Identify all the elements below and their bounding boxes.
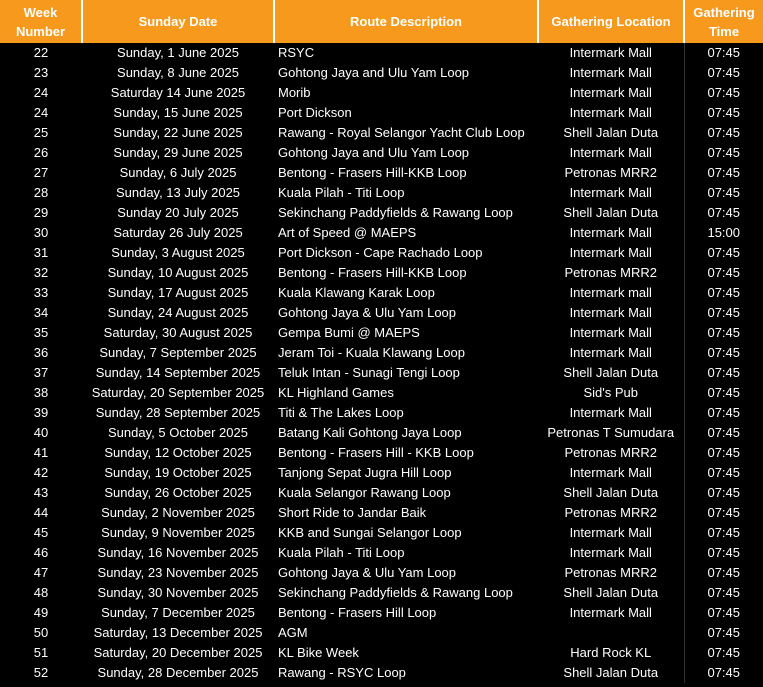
location-cell: Intermark Mall — [569, 405, 652, 420]
time-cell: 07:45 — [684, 603, 763, 623]
table-row — [0, 503, 763, 523]
table-row — [0, 483, 763, 503]
table-row — [0, 323, 763, 343]
location-cell: Intermark Mall — [569, 45, 652, 60]
week-number-cell: 35 — [33, 325, 49, 340]
route-cell: Bentong - Frasers Hill - KKB Loop — [278, 445, 474, 460]
date-cell: Sunday, 16 November 2025 — [97, 545, 259, 560]
week-number-cell: 48 — [33, 585, 49, 600]
table-row — [0, 183, 763, 203]
date-cell: Saturday 14 June 2025 — [110, 85, 246, 100]
location-cell: Petronas MRR2 — [564, 565, 657, 580]
week-number-cell: 28 — [33, 185, 49, 200]
date-cell: Sunday, 10 August 2025 — [107, 265, 249, 280]
week-number-cell: 42 — [33, 465, 49, 480]
table-row — [0, 63, 763, 83]
time-cell: 07:45 — [684, 323, 763, 343]
route-cell: RSYC — [278, 45, 315, 60]
location-cell: Intermark Mall — [569, 605, 652, 620]
time-cell: 07:45 — [684, 443, 763, 463]
table-row — [0, 563, 763, 583]
location-cell: Intermark Mall — [569, 345, 652, 360]
week-number-cell: 29 — [33, 205, 49, 220]
week-number-cell: 50 — [33, 625, 49, 640]
table-row — [0, 283, 763, 303]
date-cell: Sunday, 2 November 2025 — [101, 505, 255, 520]
date-cell: Sunday, 26 October 2025 — [104, 485, 252, 500]
location-cell: Petronas MRR2 — [564, 265, 657, 280]
table-row — [0, 83, 763, 103]
route-cell: Gohtong Jaya and Ulu Yam Loop — [278, 145, 470, 160]
date-cell: Sunday, 5 October 2025 — [108, 425, 248, 440]
table-row — [0, 123, 763, 143]
table-header — [0, 0, 763, 43]
week-number-cell: 33 — [33, 285, 49, 300]
date-cell: Sunday, 1 June 2025 — [117, 45, 239, 60]
route-cell: Kuala Pilah - Titi Loop — [278, 185, 405, 200]
location-cell: Petronas MRR2 — [564, 505, 657, 520]
week-number-cell: 37 — [33, 365, 49, 380]
location-cell: Intermark Mall — [569, 245, 652, 260]
table-body — [0, 43, 763, 683]
date-cell: Sunday, 22 June 2025 — [113, 125, 243, 140]
week-number-cell: 41 — [33, 445, 49, 460]
table-row — [0, 623, 763, 643]
table-row — [0, 143, 763, 163]
time-cell: 07:45 — [684, 183, 763, 203]
route-cell: Morib — [278, 85, 311, 100]
location-cell: Petronas MRR2 — [564, 445, 657, 460]
route-cell: KKB and Sungai Selangor Loop — [278, 525, 462, 540]
route-cell: Sekinchang Paddyfields & Rawang Loop — [278, 205, 513, 220]
date-cell: Sunday, 28 September 2025 — [95, 405, 261, 420]
route-cell: Kuala Pilah - Titi Loop — [278, 545, 405, 560]
date-cell: Sunday, 24 August 2025 — [107, 305, 249, 320]
date-cell: Sunday, 7 December 2025 — [101, 605, 255, 620]
week-number-cell: 44 — [33, 505, 49, 520]
location-cell: Intermark Mall — [569, 525, 652, 540]
location-cell: Sid's Pub — [583, 385, 638, 400]
location-cell: Intermark Mall — [569, 105, 652, 120]
location-cell: Shell Jalan Duta — [563, 125, 659, 140]
date-cell: Sunday, 3 August 2025 — [111, 245, 245, 260]
location-cell: Intermark Mall — [569, 225, 652, 240]
route-cell: Bentong - Frasers Hill-KKB Loop — [278, 165, 467, 180]
week-number-cell: 45 — [33, 525, 49, 540]
time-cell: 07:45 — [684, 103, 763, 123]
week-number-cell: 32 — [33, 265, 49, 280]
week-number-cell: 26 — [33, 145, 49, 160]
route-cell: Bentong - Frasers Hill-KKB Loop — [278, 265, 467, 280]
date-cell: Sunday, 23 November 2025 — [97, 565, 259, 580]
location-cell: Intermark mall — [569, 285, 652, 300]
time-cell: 07:45 — [684, 503, 763, 523]
route-cell: Short Ride to Jandar Baik — [278, 505, 427, 520]
time-cell: 07:45 — [684, 523, 763, 543]
time-cell: 07:45 — [684, 483, 763, 503]
table-row — [0, 103, 763, 123]
time-cell: 07:45 — [684, 423, 763, 443]
time-cell: 07:45 — [684, 143, 763, 163]
table-row — [0, 263, 763, 283]
route-cell: Tanjong Sepat Jugra Hill Loop — [278, 465, 452, 480]
location-cell — [538, 623, 684, 643]
time-cell: 07:45 — [684, 403, 763, 423]
week-number-cell: 49 — [33, 605, 49, 620]
header-week-number: Week Number — [0, 0, 82, 43]
time-cell: 07:45 — [684, 663, 763, 683]
header-sunday-date: Sunday Date — [82, 0, 274, 43]
table-row — [0, 403, 763, 423]
week-number-cell: 22 — [33, 45, 49, 60]
date-cell: Sunday, 12 October 2025 — [104, 445, 252, 460]
route-cell: Rawang - RSYC Loop — [278, 665, 406, 680]
route-cell: Jeram Toi - Kuala Klawang Loop — [278, 345, 465, 360]
location-cell: Petronas MRR2 — [564, 165, 657, 180]
header-route-description: Route Description — [274, 0, 538, 43]
route-cell: Rawang - Royal Selangor Yacht Club Loop — [278, 125, 525, 140]
location-cell: Shell Jalan Duta — [563, 585, 659, 600]
week-number-cell: 38 — [33, 385, 49, 400]
week-number-cell: 40 — [33, 425, 49, 440]
table-row — [0, 423, 763, 443]
location-cell: Shell Jalan Duta — [563, 485, 659, 500]
date-cell: Saturday, 20 December 2025 — [93, 645, 263, 660]
week-number-cell: 27 — [33, 165, 49, 180]
table-row — [0, 43, 763, 63]
time-cell: 07:45 — [684, 263, 763, 283]
location-cell: Shell Jalan Duta — [563, 365, 659, 380]
header-row — [0, 0, 763, 43]
route-cell: KL Bike Week — [278, 645, 359, 660]
time-cell: 07:45 — [684, 163, 763, 183]
table-row — [0, 443, 763, 463]
week-number-cell: 51 — [33, 645, 49, 660]
date-cell: Sunday, 15 June 2025 — [113, 105, 243, 120]
time-cell: 07:45 — [684, 463, 763, 483]
route-cell: Sekinchang Paddyfields & Rawang Loop — [278, 585, 513, 600]
location-cell: Intermark Mall — [569, 185, 652, 200]
date-cell: Sunday, 6 July 2025 — [119, 165, 237, 180]
date-cell: Sunday, 28 December 2025 — [97, 665, 259, 680]
route-cell: Kuala Klawang Karak Loop — [278, 285, 435, 300]
date-cell: Sunday 20 July 2025 — [117, 205, 239, 220]
route-cell: Gohtong Jaya & Ulu Yam Loop — [278, 565, 457, 580]
location-cell: Hard Rock KL — [570, 645, 652, 660]
week-number-cell: 43 — [33, 485, 49, 500]
table-row — [0, 383, 763, 403]
location-cell: Intermark Mall — [569, 325, 652, 340]
route-cell: Teluk Intan - Sunagi Tengi Loop — [278, 365, 460, 380]
date-cell: Sunday, 13 July 2025 — [115, 185, 241, 200]
date-cell: Saturday, 20 September 2025 — [91, 385, 265, 400]
route-cell: Gohtong Jaya & Ulu Yam Loop — [278, 305, 457, 320]
date-cell: Sunday, 19 October 2025 — [104, 465, 252, 480]
location-cell: Intermark Mall — [569, 465, 652, 480]
route-cell: KL Highland Games — [278, 385, 394, 400]
week-number-cell: 24 — [33, 105, 49, 120]
location-cell: Intermark Mall — [569, 305, 652, 320]
route-cell: Batang Kali Gohtong Jaya Loop — [278, 425, 462, 440]
week-number-cell: 25 — [33, 125, 49, 140]
table-row — [0, 223, 763, 243]
location-cell: Shell Jalan Duta — [563, 665, 659, 680]
table-row — [0, 523, 763, 543]
date-cell: Saturday 26 July 2025 — [113, 225, 243, 240]
location-cell: Petronas T Sumudara — [547, 425, 675, 440]
time-cell: 07:45 — [684, 203, 763, 223]
table-row — [0, 163, 763, 183]
route-cell: Port Dickson — [278, 105, 352, 120]
table-row — [0, 363, 763, 383]
table-row — [0, 543, 763, 563]
location-cell: Intermark Mall — [569, 85, 652, 100]
time-cell: 07:45 — [684, 583, 763, 603]
table-row — [0, 603, 763, 623]
week-number-cell: 36 — [33, 345, 49, 360]
week-number-cell: 47 — [33, 565, 49, 580]
date-cell: Saturday, 13 December 2025 — [93, 625, 263, 640]
route-cell: Port Dickson - Cape Rachado Loop — [278, 245, 483, 260]
time-cell: 07:45 — [684, 643, 763, 663]
table-row — [0, 343, 763, 363]
week-number-cell: 46 — [33, 545, 49, 560]
route-cell: Kuala Selangor Rawang Loop — [278, 485, 451, 500]
week-number-cell: 30 — [33, 225, 49, 240]
route-cell: Art of Speed @ MAEPS — [278, 225, 417, 240]
week-number-cell: 23 — [33, 65, 49, 80]
week-number-cell: 39 — [33, 405, 49, 420]
time-cell: 07:45 — [684, 623, 763, 643]
time-cell: 07:45 — [684, 543, 763, 563]
date-cell: Sunday, 29 June 2025 — [113, 145, 243, 160]
date-cell: Sunday, 9 November 2025 — [101, 525, 255, 540]
time-cell: 07:45 — [684, 63, 763, 83]
week-number-cell: 31 — [33, 245, 49, 260]
location-cell: Shell Jalan Duta — [563, 205, 659, 220]
table-row — [0, 663, 763, 683]
table-row — [0, 303, 763, 323]
route-cell: Gohtong Jaya and Ulu Yam Loop — [278, 65, 470, 80]
time-cell: 07:45 — [684, 283, 763, 303]
location-cell: Intermark Mall — [569, 145, 652, 160]
time-cell: 07:45 — [684, 83, 763, 103]
location-cell: Intermark Mall — [569, 545, 652, 560]
date-cell: Sunday, 17 August 2025 — [107, 285, 249, 300]
week-number-cell: 24 — [33, 85, 49, 100]
table-row — [0, 643, 763, 663]
date-cell: Sunday, 8 June 2025 — [117, 65, 239, 80]
route-cell: AGM — [278, 625, 308, 640]
table-row — [0, 203, 763, 223]
time-cell: 07:45 — [684, 563, 763, 583]
header-gathering-time: Gathering Time — [684, 0, 763, 43]
time-cell: 07:45 — [684, 383, 763, 403]
route-cell: Bentong - Frasers Hill Loop — [278, 605, 437, 620]
location-cell: Intermark Mall — [569, 65, 652, 80]
week-number-cell: 34 — [33, 305, 49, 320]
header-gathering-location: Gathering Location — [538, 0, 684, 43]
table-row — [0, 463, 763, 483]
time-cell: 07:45 — [684, 123, 763, 143]
route-cell: Titi & The Lakes Loop — [278, 405, 404, 420]
date-cell: Sunday, 7 September 2025 — [99, 345, 257, 360]
time-cell: 07:45 — [684, 303, 763, 323]
date-cell: Saturday, 30 August 2025 — [103, 325, 253, 340]
time-cell: 07:45 — [684, 243, 763, 263]
time-cell: 15:00 — [684, 223, 763, 243]
table-row — [0, 583, 763, 603]
date-cell: Sunday, 14 September 2025 — [95, 365, 261, 380]
time-cell: 07:45 — [684, 343, 763, 363]
table-row — [0, 243, 763, 263]
date-cell: Sunday, 30 November 2025 — [97, 585, 259, 600]
week-number-cell: 52 — [33, 665, 49, 680]
route-cell: Gempa Bumi @ MAEPS — [278, 325, 420, 340]
time-cell: 07:45 — [684, 363, 763, 383]
time-cell: 07:45 — [684, 43, 763, 63]
